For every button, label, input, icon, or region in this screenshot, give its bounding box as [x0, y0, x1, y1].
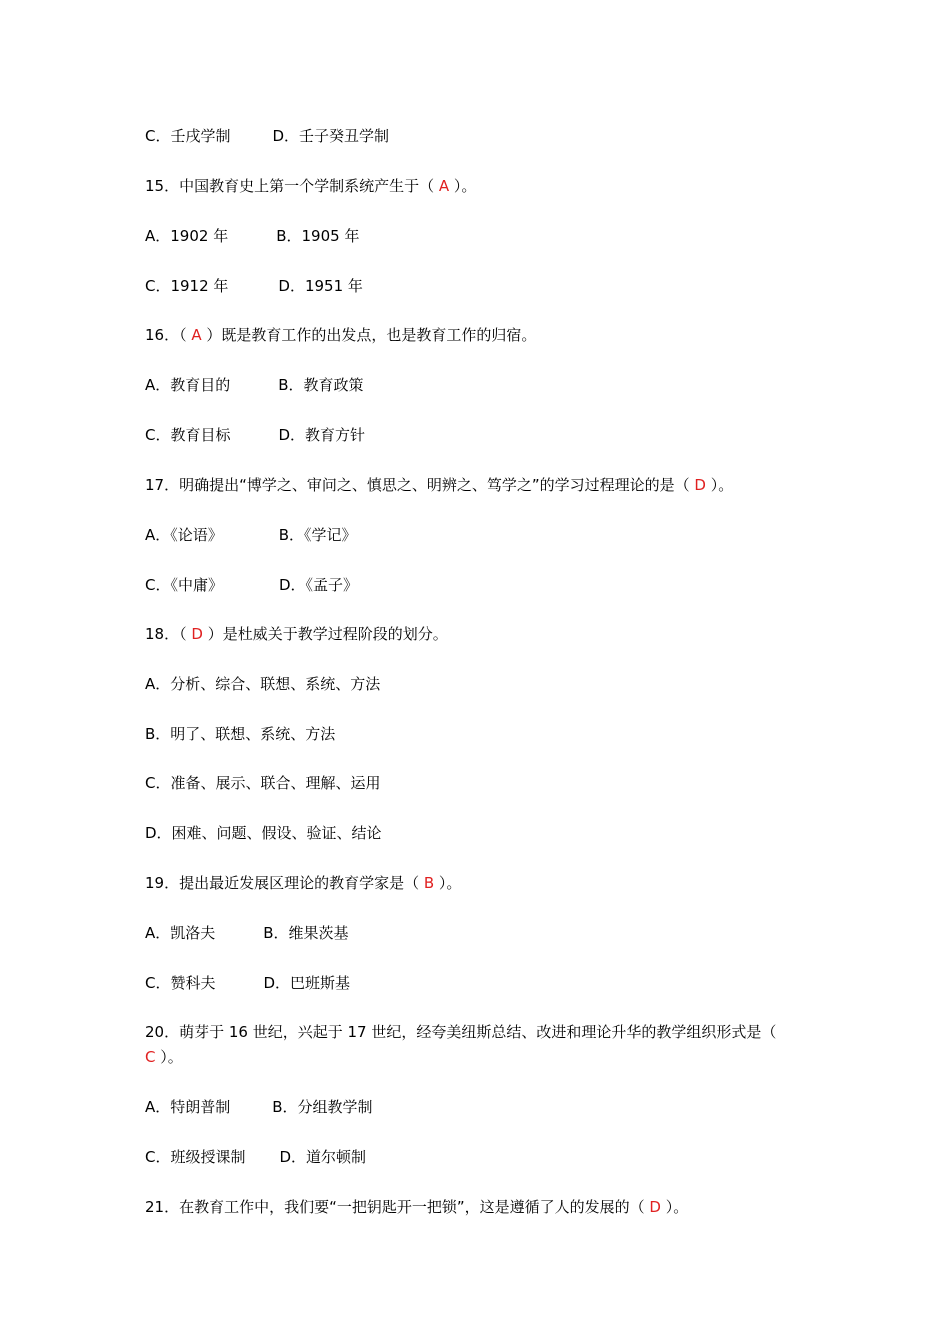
- question-20: [145, 1022, 776, 1042]
- question-text: 18．（: [145, 625, 192, 643]
- option-a: A．凯洛夫: [145, 924, 216, 942]
- option-line: [145, 973, 350, 993]
- answer-mark: A: [191, 326, 202, 344]
- option-line: [145, 1147, 366, 1167]
- option-line: [145, 425, 365, 445]
- question-20-continuation: [145, 1047, 183, 1067]
- option-a: A．1902 年: [145, 227, 229, 245]
- question-tail: ）。: [155, 1048, 183, 1066]
- question-tail: ）。: [660, 1198, 689, 1216]
- option-b: B．《学记》: [278, 526, 357, 544]
- option-d: D．《孟子》: [278, 576, 359, 594]
- question-text: 17．明确提出“博学之、审问之、慎思之、明辨之、笃学之”的学习过程理论的是（: [145, 476, 695, 494]
- option-line: [145, 226, 359, 246]
- question-tail: ）。: [705, 476, 734, 494]
- option-a-line: A．分析、综合、联想、系统、方法: [145, 675, 381, 693]
- option-d-line: D．困难、问题、假设、验证、结论: [145, 824, 382, 842]
- question-text: 21．在教育工作中，我们要“一把钥匙开一把锁”，这是遵循了人的发展的（: [145, 1198, 650, 1216]
- question-tail: ）。: [449, 177, 477, 195]
- option-line: [145, 375, 364, 395]
- question-tail: ）是杜威关于教学过程阶段的划分。: [202, 625, 448, 643]
- question-21: [145, 1197, 688, 1217]
- answer-mark: D: [191, 625, 203, 643]
- option-line: [145, 525, 357, 545]
- option-c: C．1912 年: [145, 277, 229, 295]
- option-d: D．壬子癸丑学制: [272, 127, 390, 145]
- question-18: [145, 624, 448, 644]
- option-c-line: C．准备、展示、联合、理解、运用: [145, 774, 381, 792]
- question-19: [145, 873, 461, 893]
- option-c: C．教育目标: [145, 426, 231, 444]
- option-c: C．《中庸》: [145, 576, 223, 594]
- answer-mark: B: [423, 874, 435, 892]
- option-c: C．班级授课制: [145, 1148, 246, 1166]
- option-line: [145, 276, 363, 296]
- option-a: A．《论语》: [145, 526, 223, 544]
- question-text: 16．（: [145, 326, 192, 344]
- option-b: B．分组教学制: [272, 1098, 373, 1116]
- option-b: B．维果茨基: [263, 924, 349, 942]
- question-text: 15．中国教育史上第一个学制系统产生于（: [145, 177, 439, 195]
- question-tail: ）既是教育工作的出发点，也是教育工作的归宿。: [201, 326, 537, 344]
- question-15: [145, 176, 476, 196]
- option-b: B．教育政策: [278, 376, 364, 394]
- option-c: C．壬戌学制: [145, 127, 231, 145]
- question-text: 19．提出最近发展区理论的教育学家是（: [145, 874, 424, 892]
- answer-mark: A: [438, 177, 450, 195]
- option-d: D．道尔顿制: [279, 1148, 367, 1166]
- option-line: [145, 923, 349, 943]
- option-d: D．巴班斯基: [263, 974, 351, 992]
- question-text: 20．萌芽于 16 世纪，兴起于 17 世纪，经夸美纽斯总结、改进和理论升华的教学组织形式是（: [145, 1023, 777, 1041]
- option-line: [145, 126, 389, 146]
- option-a: A．教育目的: [145, 376, 231, 394]
- option-line: [145, 1097, 373, 1117]
- option-c: C．赞科夫: [145, 974, 216, 992]
- question-tail: ）。: [434, 874, 462, 892]
- option-d: D．教育方针: [278, 426, 366, 444]
- option-b-line: B．明了、联想、系统、方法: [145, 725, 336, 743]
- answer-mark: D: [694, 476, 706, 494]
- option-a: A．特朗普制: [145, 1098, 231, 1116]
- question-16: [145, 325, 536, 345]
- answer-mark: D: [649, 1198, 661, 1216]
- answer-mark: C: [145, 1048, 156, 1066]
- option-line: [145, 575, 358, 595]
- option-d: D．1951 年: [278, 277, 363, 295]
- option-b: B．1905 年: [276, 227, 360, 245]
- question-17: [145, 475, 733, 495]
